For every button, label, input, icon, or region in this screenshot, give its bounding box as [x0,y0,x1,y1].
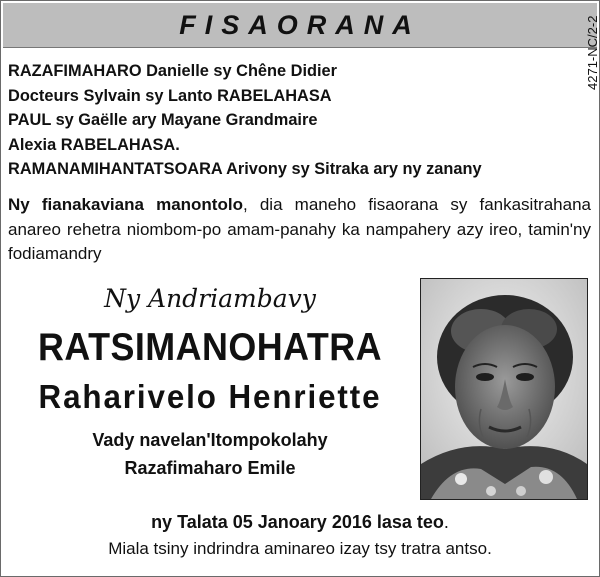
date-text: ny Talata 05 Janoary 2016 lasa teo [151,512,444,532]
deceased-given-names: Raharivelo Henriette [38,378,382,415]
widow-line-2: Razafimaharo Emile [124,458,296,478]
thanks-message-body: , dia maneho fisaorana sy fankasitrahana anareo rehetra niombom-po amam-panahy ka nampahery azy ireo, tamin'ny fodiamandry [8,195,591,263]
portrait-image [421,279,587,499]
date-suffix: . [443,512,449,532]
widow-line-1: Vady navelan'Itompokolahy [92,430,328,450]
family-line: Alexia RABELAHASA. [8,134,180,154]
family-line: Docteurs Sylvain sy Lanto RABELAHASA [8,85,332,105]
deceased-surname: RATSIMANOHATRA [38,326,382,369]
notice-header [3,3,597,48]
reference-code: 4271-NC/2-2 [585,15,600,90]
family-list [8,59,568,182]
notice-title: FISAORANA [179,9,421,40]
portrait-photo [420,278,588,500]
family-line: RAMANAMIHANTATSOARA Arivony sy Sitraka ary ny zanany [8,159,482,178]
thanks-message [8,193,591,267]
closing-line: Miala tsiny indrindra aminareo izay tsy tratra antso. [108,539,492,558]
date-line [0,512,600,533]
thanks-message-lead: Ny fianakaviana manontolo [8,195,243,214]
family-line: PAUL sy Gaëlle ary Mayane Grandmaire [8,110,318,129]
family-line: RAZAFIMAHARO Danielle sy Chêne Didier [8,61,338,80]
honorific: Ny Andriambavy [104,284,316,313]
